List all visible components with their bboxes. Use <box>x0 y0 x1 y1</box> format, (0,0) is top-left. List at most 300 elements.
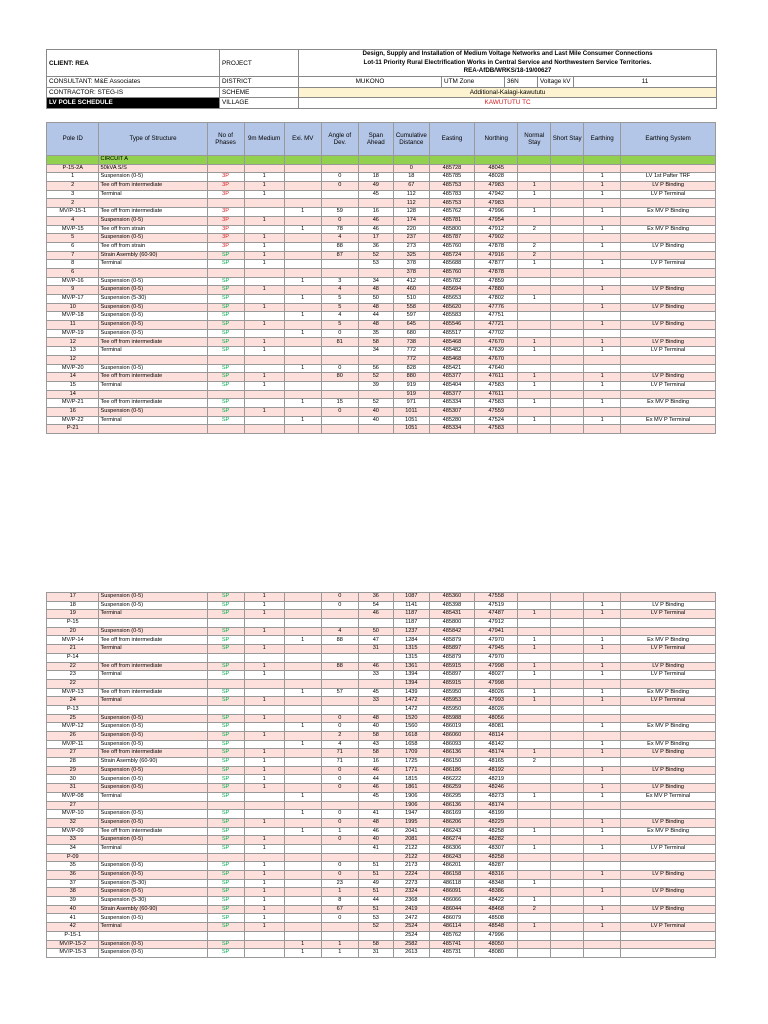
table-cell <box>518 216 551 225</box>
table-cell: 1 <box>244 173 284 182</box>
table-cell: 1 <box>584 286 621 295</box>
table-cell: 48548 <box>475 923 518 932</box>
table-cell: Suspension (0-5) <box>99 407 207 416</box>
table-cell: 486093 <box>429 740 474 749</box>
table-cell: 510 <box>393 295 429 304</box>
table-cell: 2613 <box>393 949 429 958</box>
table-row <box>47 251 716 260</box>
table-cell <box>99 853 207 862</box>
table-cell <box>551 923 584 932</box>
table-cell: 1 <box>284 295 321 304</box>
table-cell: 485879 <box>429 653 474 662</box>
table-cell <box>358 199 393 208</box>
table-cell: SP <box>207 940 244 949</box>
table-cell: 1 <box>244 671 284 680</box>
scheme-label: SCHEME <box>220 87 299 98</box>
table-cell: 47583 <box>475 399 518 408</box>
table-cell: MV/P-12 <box>47 723 99 732</box>
table-cell: 1 <box>244 818 284 827</box>
table-cell <box>358 653 393 662</box>
table-cell <box>518 407 551 416</box>
table-cell <box>518 949 551 958</box>
scheme-value: Additional-Kalagi-kawututu <box>299 87 717 98</box>
table-cell: LV P Binding <box>621 888 716 897</box>
table-cell: 1 <box>284 416 321 425</box>
table-cell <box>518 199 551 208</box>
table-cell: 485915 <box>429 662 474 671</box>
table-cell: 1 <box>244 871 284 880</box>
table-cell <box>284 619 321 628</box>
table-cell: SP <box>207 260 244 269</box>
table-cell: Ex MV P Terminal <box>621 416 716 425</box>
table-cell <box>551 373 584 382</box>
table-cell: SP <box>207 888 244 897</box>
table-cell: 48 <box>358 286 393 295</box>
table-cell: 80 <box>321 373 358 382</box>
table-cell: Strain Asembly (60-90) <box>99 251 207 260</box>
table-row <box>47 879 716 888</box>
table-cell <box>551 216 584 225</box>
table-cell <box>284 610 321 619</box>
table-cell: Suspension (0-5) <box>99 173 207 182</box>
table-cell: Suspension (0-5) <box>99 723 207 732</box>
table-row <box>47 949 716 958</box>
table-cell <box>321 260 358 269</box>
table-cell: MV/P-09 <box>47 827 99 836</box>
table-cell <box>551 940 584 949</box>
table-cell: 1 <box>47 173 99 182</box>
table-cell <box>551 295 584 304</box>
table-cell: 47702 <box>475 329 518 338</box>
table-cell <box>207 164 244 173</box>
table-cell: 0 <box>321 784 358 793</box>
table-cell <box>207 619 244 628</box>
table-cell: 51 <box>358 888 393 897</box>
table-cell: 1 <box>584 225 621 234</box>
table-cell: 48026 <box>475 705 518 714</box>
table-cell: 4 <box>321 627 358 636</box>
table-cell: 1 <box>284 723 321 732</box>
table-cell <box>284 347 321 356</box>
table-cell: 485377 <box>429 373 474 382</box>
table-cell: 486118 <box>429 879 474 888</box>
table-cell <box>584 679 621 688</box>
table-cell <box>621 705 716 714</box>
table-cell <box>518 931 551 940</box>
table-row <box>47 619 716 628</box>
table-cell <box>284 844 321 853</box>
table-cell <box>621 295 716 304</box>
table-cell: SP <box>207 251 244 260</box>
table-cell: 1087 <box>393 593 429 602</box>
table-cell: 47559 <box>475 407 518 416</box>
table-cell: 486066 <box>429 897 474 906</box>
table-cell: LV P Binding <box>621 871 716 880</box>
table-cell: 40 <box>47 905 99 914</box>
table-cell <box>551 653 584 662</box>
table-cell <box>518 312 551 321</box>
table-cell: 51 <box>358 871 393 880</box>
table-cell <box>584 268 621 277</box>
table-row <box>47 381 716 390</box>
table-cell <box>551 871 584 880</box>
table-cell: 14 <box>47 373 99 382</box>
table-cell: Terminal <box>99 792 207 801</box>
table-cell <box>244 801 284 810</box>
table-cell: Terminal <box>99 260 207 269</box>
table-cell: 56 <box>358 364 393 373</box>
table-cell <box>321 347 358 356</box>
table-row <box>47 416 716 425</box>
table-cell: SP <box>207 610 244 619</box>
table-cell: 828 <box>393 364 429 373</box>
table-cell <box>358 801 393 810</box>
table-cell: Suspension (0-5) <box>99 775 207 784</box>
table-row <box>47 818 716 827</box>
table-cell: 1 <box>518 844 551 853</box>
table-cell <box>518 862 551 871</box>
table-cell: 48386 <box>475 888 518 897</box>
table-row <box>47 347 716 356</box>
table-cell <box>621 801 716 810</box>
table-cell <box>207 355 244 364</box>
table-cell: 58 <box>358 338 393 347</box>
table-cell <box>621 199 716 208</box>
table-cell <box>244 268 284 277</box>
table-cell <box>284 862 321 871</box>
table-cell: 1709 <box>393 749 429 758</box>
table-cell <box>584 862 621 871</box>
table-cell <box>551 277 584 286</box>
table-cell: 1 <box>584 818 621 827</box>
table-cell: 485953 <box>429 697 474 706</box>
table-cell <box>584 931 621 940</box>
table-cell <box>621 627 716 636</box>
table-cell: LV P Terminal <box>621 190 716 199</box>
table-cell: Tee off from intermediate <box>99 338 207 347</box>
table-cell: SP <box>207 321 244 330</box>
table-cell <box>551 593 584 602</box>
table-cell: 18 <box>47 601 99 610</box>
table-cell: 2122 <box>393 853 429 862</box>
table-cell: 6 <box>47 242 99 251</box>
table-cell: 485431 <box>429 610 474 619</box>
col-exi-mv: Exi. MV <box>284 123 321 156</box>
table-cell: 17 <box>358 234 393 243</box>
table-cell: 46 <box>358 784 393 793</box>
table-cell <box>321 923 358 932</box>
table-cell <box>621 862 716 871</box>
table-cell <box>551 758 584 767</box>
table-cell: SP <box>207 399 244 408</box>
table-cell <box>551 749 584 758</box>
table-cell <box>551 818 584 827</box>
table-cell: 0 <box>321 182 358 191</box>
table-cell: 1 <box>584 766 621 775</box>
table-cell: MV/P-14 <box>47 636 99 645</box>
table-cell: 2472 <box>393 914 429 923</box>
table-cell: MV/P-20 <box>47 364 99 373</box>
table-cell: SP <box>207 627 244 636</box>
table-cell: Suspension (0-5) <box>99 740 207 749</box>
table-cell <box>551 199 584 208</box>
table-cell <box>244 679 284 688</box>
table-cell <box>321 653 358 662</box>
table-cell: 14 <box>47 390 99 399</box>
table-cell: 2 <box>518 758 551 767</box>
table-cell: 88 <box>321 242 358 251</box>
table-cell <box>551 879 584 888</box>
client-label: CLIENT: REA <box>47 50 220 77</box>
table-cell: 1 <box>284 225 321 234</box>
table-cell: 486206 <box>429 818 474 827</box>
table-cell: 48192 <box>475 766 518 775</box>
table-cell: 486186 <box>429 766 474 775</box>
table-cell: SP <box>207 286 244 295</box>
table-cell: 0 <box>321 364 358 373</box>
table-cell: SP <box>207 897 244 906</box>
table-cell <box>284 749 321 758</box>
table-row <box>47 931 716 940</box>
table-cell: 7 <box>47 251 99 260</box>
table-cell <box>518 723 551 732</box>
table-cell: 1472 <box>393 697 429 706</box>
table-cell: MV/P-16 <box>47 277 99 286</box>
table-cell: 1 <box>518 182 551 191</box>
table-cell <box>284 199 321 208</box>
table-cell <box>99 268 207 277</box>
table-cell: 44 <box>358 312 393 321</box>
table-row <box>47 688 716 697</box>
table-cell <box>551 182 584 191</box>
table-cell: 1725 <box>393 758 429 767</box>
table-cell <box>584 312 621 321</box>
table-cell: 48316 <box>475 871 518 880</box>
table-cell: 0 <box>321 862 358 871</box>
table-cell: MV/P-15 <box>47 225 99 234</box>
utm-label: UTM Zone <box>442 77 505 88</box>
table-cell: Terminal <box>99 416 207 425</box>
table-cell <box>321 199 358 208</box>
table-cell: 47912 <box>475 619 518 628</box>
table-cell <box>321 645 358 654</box>
table-cell <box>621 619 716 628</box>
table-cell: SP <box>207 714 244 723</box>
table-cell: MV/P-13 <box>47 688 99 697</box>
table-cell <box>244 277 284 286</box>
table-cell: LV P Binding <box>621 749 716 758</box>
table-cell: 1 <box>244 407 284 416</box>
table-cell: Terminal <box>99 844 207 853</box>
table-cell: 1 <box>518 381 551 390</box>
table-cell: 31 <box>358 645 393 654</box>
table-cell: LV P Binding <box>621 784 716 793</box>
table-cell: Strain Asembly (60-90) <box>99 758 207 767</box>
table-row <box>47 390 716 399</box>
table-cell: 1 <box>321 888 358 897</box>
table-cell <box>621 329 716 338</box>
table-cell: 1 <box>244 338 284 347</box>
table-cell: 128 <box>393 208 429 217</box>
table-cell <box>551 723 584 732</box>
table-cell: 57 <box>321 688 358 697</box>
table-cell: 485398 <box>429 601 474 610</box>
table-cell <box>621 312 716 321</box>
table-cell: 1 <box>584 242 621 251</box>
table-cell <box>284 593 321 602</box>
voltage-value: 11 <box>574 77 717 88</box>
table-cell: 1 <box>518 373 551 382</box>
table-row <box>47 407 716 416</box>
table-row <box>47 593 716 602</box>
table-cell: Tee off from intermediate <box>99 749 207 758</box>
table-cell: LV P Binding <box>621 818 716 827</box>
table-cell: 1947 <box>393 810 429 819</box>
col-angle: Angle of Dev. <box>321 123 358 156</box>
table-cell: 1 <box>518 697 551 706</box>
table-cell <box>551 208 584 217</box>
table-cell: 0 <box>321 914 358 923</box>
table-cell: MV/P-17 <box>47 295 99 304</box>
table-row <box>47 905 716 914</box>
table-row <box>47 364 716 373</box>
district-label: DISTRICT <box>220 77 299 88</box>
table-cell: 3P <box>207 216 244 225</box>
table-cell: 1 <box>584 792 621 801</box>
table-cell: LV P Terminal <box>621 923 716 932</box>
circuit-row <box>47 156 716 165</box>
table-cell: 1 <box>244 784 284 793</box>
table-row <box>47 914 716 923</box>
table-cell: 485360 <box>429 593 474 602</box>
table-cell: 1 <box>518 208 551 217</box>
table-cell: 58 <box>358 749 393 758</box>
table-cell <box>358 355 393 364</box>
table-cell: Suspension (0-5) <box>99 836 207 845</box>
table-cell <box>551 740 584 749</box>
table-cell: 47859 <box>475 277 518 286</box>
table-cell: 71 <box>321 758 358 767</box>
table-cell <box>99 705 207 714</box>
table-cell: 47519 <box>475 601 518 610</box>
table-row <box>47 740 716 749</box>
table-cell <box>284 164 321 173</box>
table-cell: SP <box>207 381 244 390</box>
table-cell: SP <box>207 740 244 749</box>
table-cell <box>244 208 284 217</box>
table-cell <box>358 705 393 714</box>
circuit-label: CIRCUIT A <box>99 156 207 165</box>
table-cell: 1 <box>584 321 621 330</box>
table-cell <box>518 871 551 880</box>
table-cell <box>244 329 284 338</box>
table-cell: 48174 <box>475 801 518 810</box>
table-cell: 2524 <box>393 923 429 932</box>
table-cell: 41 <box>47 914 99 923</box>
table-cell: 486222 <box>429 775 474 784</box>
table-cell: SP <box>207 329 244 338</box>
table-cell: 47993 <box>475 697 518 706</box>
table-cell: 0 <box>321 836 358 845</box>
table-cell: Ex MV P Binding <box>621 225 716 234</box>
table-cell: 35 <box>47 862 99 871</box>
table-row <box>47 338 716 347</box>
table-cell <box>518 653 551 662</box>
table-cell: LV P Terminal <box>621 671 716 680</box>
table-cell <box>244 312 284 321</box>
table-cell <box>621 390 716 399</box>
table-cell: MV/P-21 <box>47 399 99 408</box>
table-cell <box>518 766 551 775</box>
table-cell: 39 <box>47 897 99 906</box>
table-cell: 48027 <box>475 671 518 680</box>
table-cell: 1 <box>244 844 284 853</box>
table-cell: 23 <box>321 879 358 888</box>
table-row <box>47 268 716 277</box>
voltage-label: Voltage kV <box>538 77 574 88</box>
table-cell: SP <box>207 645 244 654</box>
table-cell: 0 <box>321 407 358 416</box>
table-cell: 486136 <box>429 749 474 758</box>
col-9m-medium: 9m Medium <box>244 123 284 156</box>
table-row <box>47 329 716 338</box>
table-cell <box>244 740 284 749</box>
table-cell <box>244 705 284 714</box>
table-cell: 485897 <box>429 671 474 680</box>
table-cell: 11 <box>47 321 99 330</box>
table-cell: Suspension (0-5) <box>99 312 207 321</box>
table-cell: 1 <box>518 610 551 619</box>
table-cell: 1 <box>244 242 284 251</box>
table-cell: 3P <box>207 234 244 243</box>
table-cell: 0 <box>321 593 358 602</box>
table-cell: 1 <box>244 775 284 784</box>
table-cell: 485468 <box>429 338 474 347</box>
table-row <box>47 286 716 295</box>
table-cell: Strain Asembly (60-90) <box>99 905 207 914</box>
col-normal-stay: Normal Stay <box>518 123 551 156</box>
table-cell: 486114 <box>429 923 474 932</box>
table-cell: Ex MV P Binding <box>621 208 716 217</box>
table-cell: 485653 <box>429 295 474 304</box>
table-cell: 5 <box>47 234 99 243</box>
table-row <box>47 303 716 312</box>
table-cell <box>584 329 621 338</box>
table-cell <box>284 321 321 330</box>
table-cell <box>518 601 551 610</box>
table-cell <box>244 416 284 425</box>
table-cell: Suspension (5-30) <box>99 897 207 906</box>
table-cell <box>284 286 321 295</box>
table-cell: 4 <box>321 740 358 749</box>
table-cell <box>321 381 358 390</box>
table-cell <box>358 164 393 173</box>
table-cell: 52 <box>358 373 393 382</box>
table-cell: 485781 <box>429 216 474 225</box>
table-cell: 1 <box>584 645 621 654</box>
table-cell: Suspension (0-5) <box>99 784 207 793</box>
table-cell: 48348 <box>475 879 518 888</box>
table-cell: Ex MV P Terminal <box>621 792 716 801</box>
table-cell <box>284 268 321 277</box>
table-cell <box>621 714 716 723</box>
table-cell: 485688 <box>429 260 474 269</box>
table-cell: 48114 <box>475 732 518 741</box>
table-cell <box>551 766 584 775</box>
table-cell: 485280 <box>429 416 474 425</box>
table-cell: 485760 <box>429 268 474 277</box>
table-cell <box>551 853 584 862</box>
